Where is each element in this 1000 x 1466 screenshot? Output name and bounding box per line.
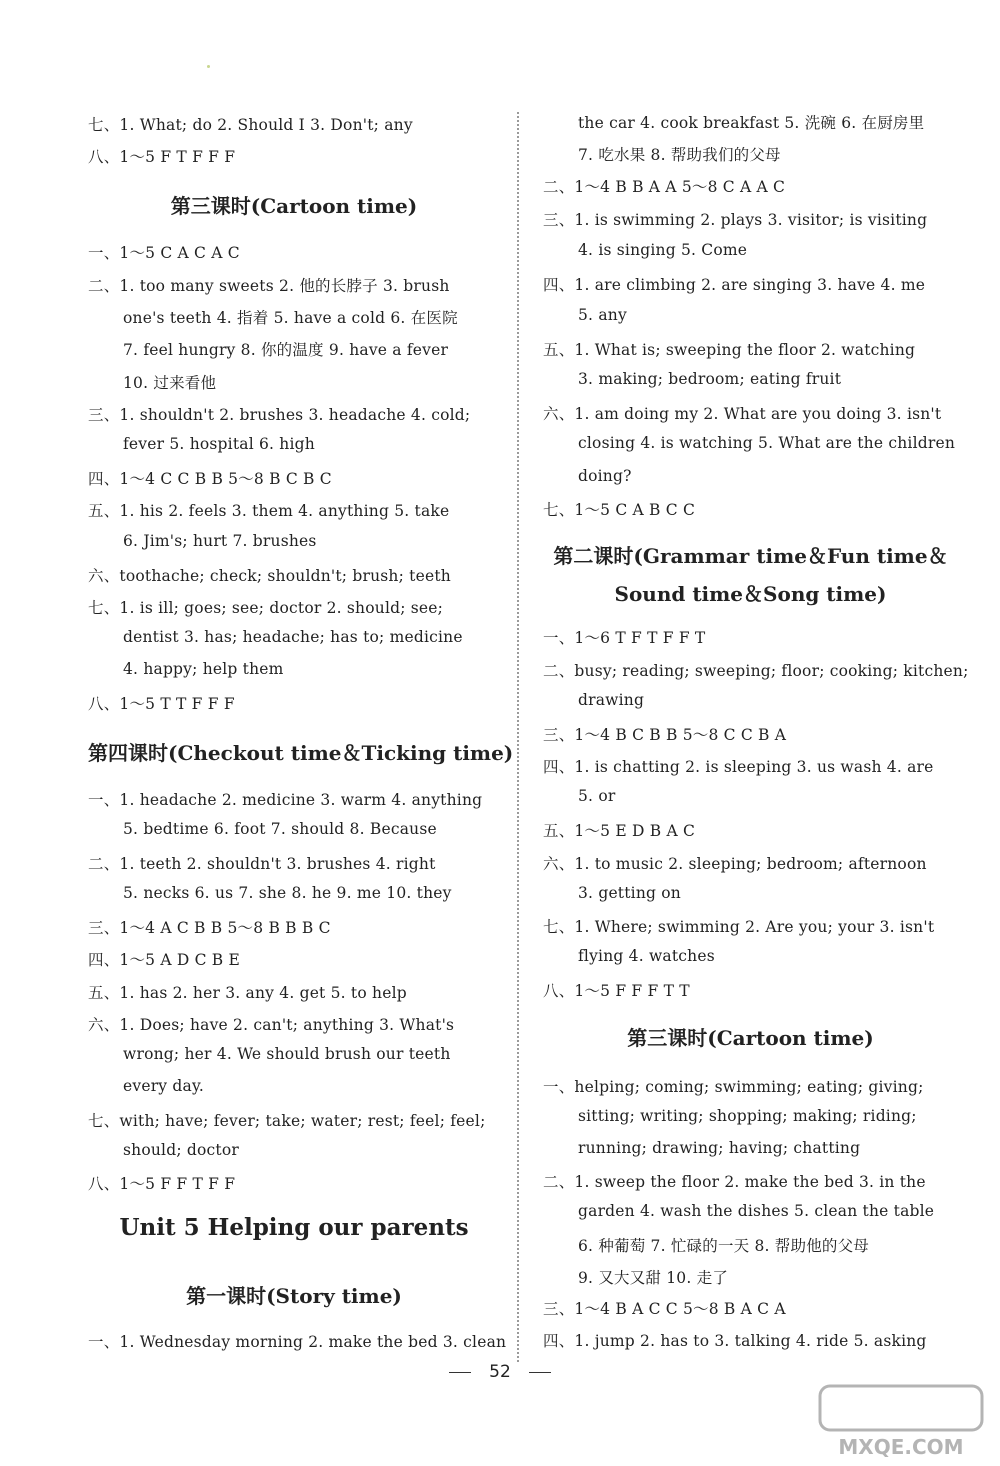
answer-line: 9. 又大又甜 10. 走了 <box>578 1269 729 1287</box>
answer-line: flying 4. watches <box>578 947 715 965</box>
answer-line: the car 4. cook breakfast 5. 洗碗 6. 在厨房里 <box>578 114 925 132</box>
answer-line: every day. <box>123 1077 204 1095</box>
answer-line: dentist 3. has; headache; has to; medicine <box>123 628 463 646</box>
answer-line: wrong; her 4. We should brush our teeth <box>123 1045 451 1063</box>
answer-line: 五、1. has 2. her 3. any 4. get 5. to help <box>88 984 407 1002</box>
answer-line: 5. necks 6. us 7. she 8. he 9. me 10. they <box>123 884 452 902</box>
answer-line: 五、1. What is; sweeping the floor 2. watching <box>543 341 916 359</box>
answer-line: 六、toothache; check; shouldn't; brush; teeth <box>88 567 451 585</box>
speck <box>207 65 210 68</box>
answer-line: 六、1. to music 2. sleeping; bedroom; afternoon <box>543 855 927 873</box>
answer-line: 四、1. are climbing 2. are singing 3. have 4. me <box>543 276 926 294</box>
answer-line: 三、1～4 B C B B 5～8 C C B A <box>543 726 787 744</box>
answer-line: doing? <box>578 467 632 485</box>
unit-title: Unit 5 Helping our parents <box>119 1214 469 1241</box>
answer-line: 一、helping; coming; swimming; eating; giving; <box>543 1078 924 1096</box>
answer-line: 四、1. is chatting 2. is sleeping 3. us wash 4. are <box>543 758 934 776</box>
answer-line: 二、1. teeth 2. shouldn't 3. brushes 4. right <box>88 855 436 873</box>
answer-line: 八、1～5 F T F F F <box>88 148 236 166</box>
answer-line: 一、1. headache 2. medicine 3. warm 4. anything <box>88 791 483 809</box>
answer-line: 一、1. Wednesday morning 2. make the bed 3. clean <box>88 1333 507 1351</box>
answer-line: 八、1～5 F F T F F <box>88 1175 236 1193</box>
section-heading: 第一课时(Story time) <box>186 1284 402 1308</box>
answer-line: sitting; writing; shopping; making; riding; <box>578 1107 917 1125</box>
answer-line: 3. getting on <box>578 884 681 902</box>
answer-line: 4. is singing 5. Come <box>578 241 748 259</box>
answer-line: 六、1. Does; have 2. can't; anything 3. What's <box>88 1016 455 1034</box>
page-footer <box>0 1362 1000 1382</box>
answer-line: 5. any <box>578 306 627 324</box>
answer-line: drawing <box>578 691 645 709</box>
section-heading: 第二课时(Grammar time＆Fun time＆ <box>553 544 948 568</box>
answer-line: 4. happy; help them <box>123 660 284 678</box>
answer-line: 四、1. jump 2. has to 3. talking 4. ride 5. asking <box>543 1332 927 1350</box>
answer-line: 五、1. his 2. feels 3. them 4. anything 5. take <box>88 502 450 520</box>
answer-line: one's teeth 4. 指着 5. have a cold 6. 在医院 <box>123 309 458 327</box>
section-heading: 第三课时(Cartoon time) <box>627 1026 874 1050</box>
answer-line: 八、1～5 T T F F F <box>88 695 235 713</box>
answer-line: 三、1. shouldn't 2. brushes 3. headache 4. cold; <box>88 406 471 424</box>
answer-line: 3. making; bedroom; eating fruit <box>578 370 842 388</box>
answer-line: 四、1～5 A D C B E <box>88 951 241 969</box>
answer-line: 六、1. am doing my 2. What are you doing 3. isn't <box>543 405 942 423</box>
answer-line: 一、1～6 T F T F F T <box>543 629 706 647</box>
answer-line: fever 5. hospital 6. high <box>123 435 315 453</box>
answer-line: 五、1～5 E D B A C <box>543 822 696 840</box>
answer-line: 八、1～5 F F F T T <box>543 982 690 1000</box>
section-heading: 第三课时(Cartoon time) <box>170 194 418 218</box>
answer-line: 7. 吃水果 8. 帮助我们的父母 <box>578 146 781 164</box>
answer-line: 四、1～4 C C B B 5～8 B C B C <box>88 470 332 488</box>
answer-line: 七、1～5 C A B C C <box>543 501 696 519</box>
column-divider <box>517 112 519 1362</box>
answer-line: 5. bedtime 6. foot 7. should 8. Because <box>123 820 437 838</box>
answer-line: 二、1～4 B B A A 5～8 C A A C <box>543 178 786 196</box>
answer-line: 二、1. sweep the floor 2. make the bed 3. in the <box>543 1173 926 1191</box>
answer-line: 七、1. is ill; goes; see; doctor 2. should; see; <box>88 599 444 617</box>
answer-line: 二、busy; reading; sweeping; floor; cooking; kitchen; <box>543 662 969 680</box>
answer-line: 7. feel hungry 8. 你的温度 9. have a fever <box>123 341 449 359</box>
answer-line: 七、1. What; do 2. Should I 3. Don't; any <box>88 116 413 134</box>
page-number: 52 <box>489 1362 511 1382</box>
answer-line: 5. or <box>578 787 616 805</box>
answer-line: 三、1～4 A C B B 5～8 B B B C <box>88 919 331 937</box>
answer-line: 三、1. is swimming 2. plays 3. visitor; is visiting <box>543 211 928 229</box>
watermark-logo <box>816 1382 986 1460</box>
answer-line: garden 4. wash the dishes 5. clean the table <box>578 1202 935 1220</box>
answer-line: 三、1～4 B A C C 5～8 B A C A <box>543 1300 786 1318</box>
answer-line: 6. 种葡萄 7. 忙碌的一天 8. 帮助他的父母 <box>578 1237 870 1255</box>
answer-line: closing 4. is watching 5. What are the children <box>578 434 956 452</box>
answer-line: running; drawing; having; chatting <box>578 1139 861 1157</box>
watermark-text: MXQE.COM <box>838 1435 964 1459</box>
answer-line: 七、1. Where; swimming 2. Are you; your 3. isn't <box>543 918 935 936</box>
answer-line: 二、1. too many sweets 2. 他的长脖子 3. brush <box>88 277 450 295</box>
answer-line: 6. Jim's; hurt 7. brushes <box>123 532 317 550</box>
section-heading: 第四课时(Checkout time＆Ticking time) <box>88 741 514 765</box>
section-heading: Sound time＆Song time) <box>614 582 887 606</box>
answer-line: 七、with; have; fever; take; water; rest; feel; feel; <box>88 1112 486 1130</box>
answer-line: 10. 过来看他 <box>123 374 217 392</box>
answer-line: should; doctor <box>123 1141 239 1159</box>
answer-line: 一、1～5 C A C A C <box>88 244 240 262</box>
